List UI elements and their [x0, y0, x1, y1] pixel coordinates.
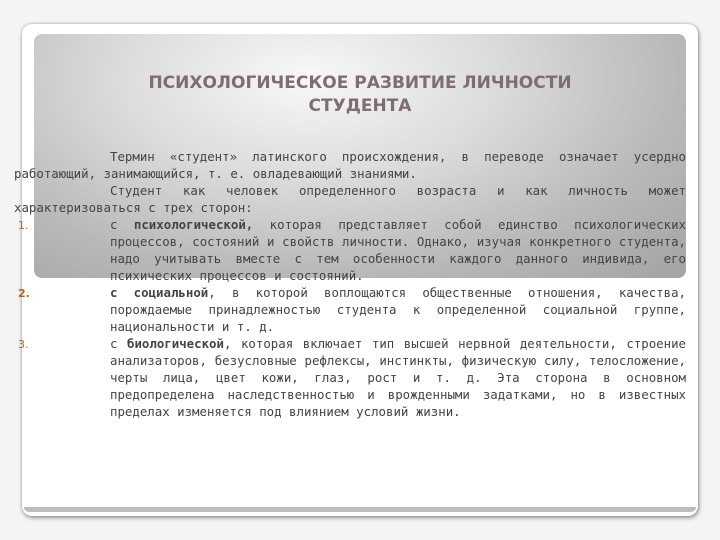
list-item-keyword: психологической,: [133, 217, 254, 232]
list-item-text: , которая включает тип высшей нервной деятельности, строение анализаторов, безусловные рефлексы, инстинкты, физическую силу, телосложение, черты лица, цвет кожи, глаз, рост и т. д. Эта сторона в основном предопределена наследственностью и врожденными задатками, но в известных пределах изменяется под влиянием условий жизни.: [110, 336, 686, 419]
list-item-prefix: с: [110, 217, 134, 232]
list-number: 1.: [18, 219, 29, 232]
slide-title: [70, 72, 650, 118]
list-item-keyword: биологической: [126, 336, 224, 351]
slide-body: [14, 148, 686, 420]
list-item-keyword: социальной: [133, 285, 209, 300]
paragraph-student-sides: Студент как человек определенного возраста и как личность может характеризоваться с трех сторон:: [14, 183, 686, 215]
frame-bottom-edge: [24, 507, 696, 512]
list-number: 3.: [18, 338, 29, 351]
list-item-prefix: с: [110, 285, 134, 300]
list-item-text: , в которой воплощаются общественные отношения, качества, порождаемые принадлежностью студента к определенной социальной группе, национальности и т. д.: [110, 285, 686, 334]
list-item-biological: [14, 335, 686, 420]
title-line-1: ПСИХОЛОГИЧЕСКОЕ РАЗВИТИЕ ЛИЧНОСТИ: [148, 73, 572, 93]
paragraph-term-definition: Термин «студент» латинского происхождения, в переводе означает усердно работающий, занимающийся, т. е. овладевающий знаниями.: [14, 149, 686, 181]
list-item-text: которая представляет собой единство психологических процессов, состояний и свойств личности. Однако, изучая конкретного студента, надо учитывать вместе с тем особенности каждого данного индивида, его психических процессов и состояний.: [110, 217, 686, 283]
list-item-psychological: [14, 216, 686, 284]
list-number: 2.: [18, 287, 30, 300]
list-item-prefix: с: [110, 336, 127, 351]
title-line-2: СТУДЕНТА: [308, 96, 412, 116]
list-item-social: [14, 284, 686, 335]
